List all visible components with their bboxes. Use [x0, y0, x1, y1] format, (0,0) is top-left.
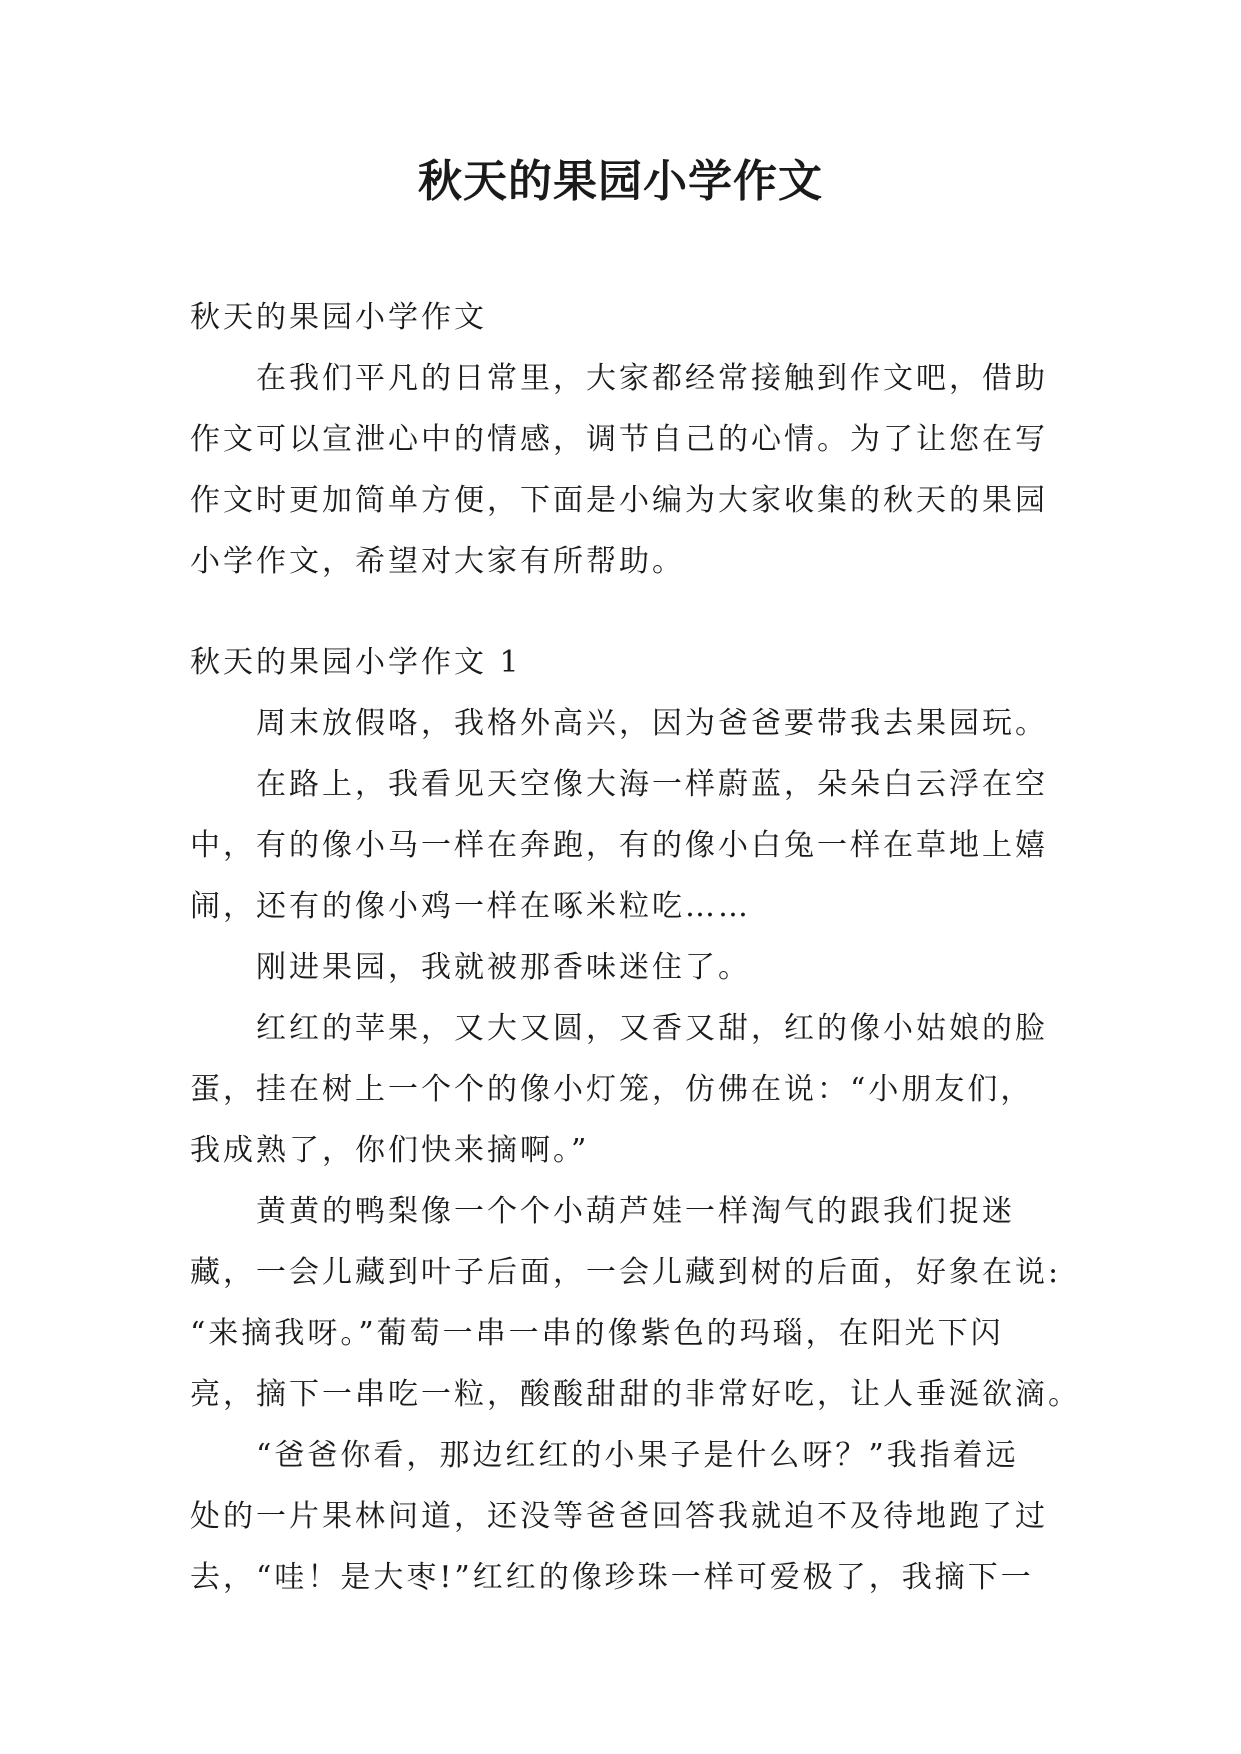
document-body	[190, 287, 1081, 1608]
intro-heading: 秋天的果园小学作文	[190, 300, 487, 335]
paragraph-line: 在路上，我看见天空像大海一样蔚蓝，朵朵白云浮在空	[256, 767, 1048, 802]
paragraph-line: 藏，一会儿藏到叶子后面，一会儿藏到树的后面，好象在说:	[190, 1255, 1062, 1290]
paragraph-line: 处的一片果林问道，还没等爸爸回答我就迫不及待地跑了过	[190, 1499, 1048, 1534]
paragraph-line: 闹，还有的像小鸡一样在啄米粒吃……	[190, 889, 751, 924]
paragraph-line: 刚进果园，我就被那香味迷住了。	[256, 950, 751, 985]
paragraph-line: “来摘我呀。”葡萄一串一串的像紫色的玛瑙，在阳光下闪	[190, 1316, 1004, 1351]
essay-heading: 秋天的果园小学作文 1	[190, 645, 522, 680]
paragraph-line: 亮，摘下一串吃一粒，酸酸甜甜的非常好吃，让人垂涎欲滴。	[190, 1377, 1081, 1412]
document-title: 秋天的果园小学作文	[418, 156, 823, 207]
paragraph-line: 小学作文，希望对大家有所帮助。	[190, 544, 685, 579]
paragraph-line: 黄黄的鸭梨像一个个小葫芦娃一样淘气的跟我们捉迷	[256, 1194, 1015, 1229]
paragraph-line: 在我们平凡的日常里，大家都经常接触到作文吧，借助	[256, 361, 1048, 396]
paragraph-line: 中，有的像小马一样在奔跑，有的像小白兔一样在草地上嬉	[190, 828, 1048, 863]
paragraph-line: 红红的苹果，又大又圆，又香又甜，红的像小姑娘的脸	[256, 1011, 1048, 1046]
section-gap	[190, 592, 1060, 632]
paragraph-line: 作文可以宣泄心中的情感，调节自己的心情。为了让您在写	[190, 422, 1048, 457]
paragraph-line: “爸爸你看，那边红红的小果子是什么呀？”我指着远	[256, 1438, 1019, 1473]
paragraph-line: 蛋，挂在树上一个个的像小灯笼，仿佛在说：“小朋友们，	[190, 1072, 1034, 1107]
paragraph-line: 我成熟了，你们快来摘啊。”	[190, 1133, 590, 1168]
paragraph-line: 作文时更加简单方便，下面是小编为大家收集的秋天的果园	[190, 483, 1048, 518]
paragraph-line: 周末放假咯，我格外高兴，因为爸爸要带我去果园玩。	[256, 706, 1048, 741]
paragraph-line: 去，“哇！是大枣!”红红的像珍珠一样可爱极了，我摘下一	[190, 1560, 1034, 1595]
